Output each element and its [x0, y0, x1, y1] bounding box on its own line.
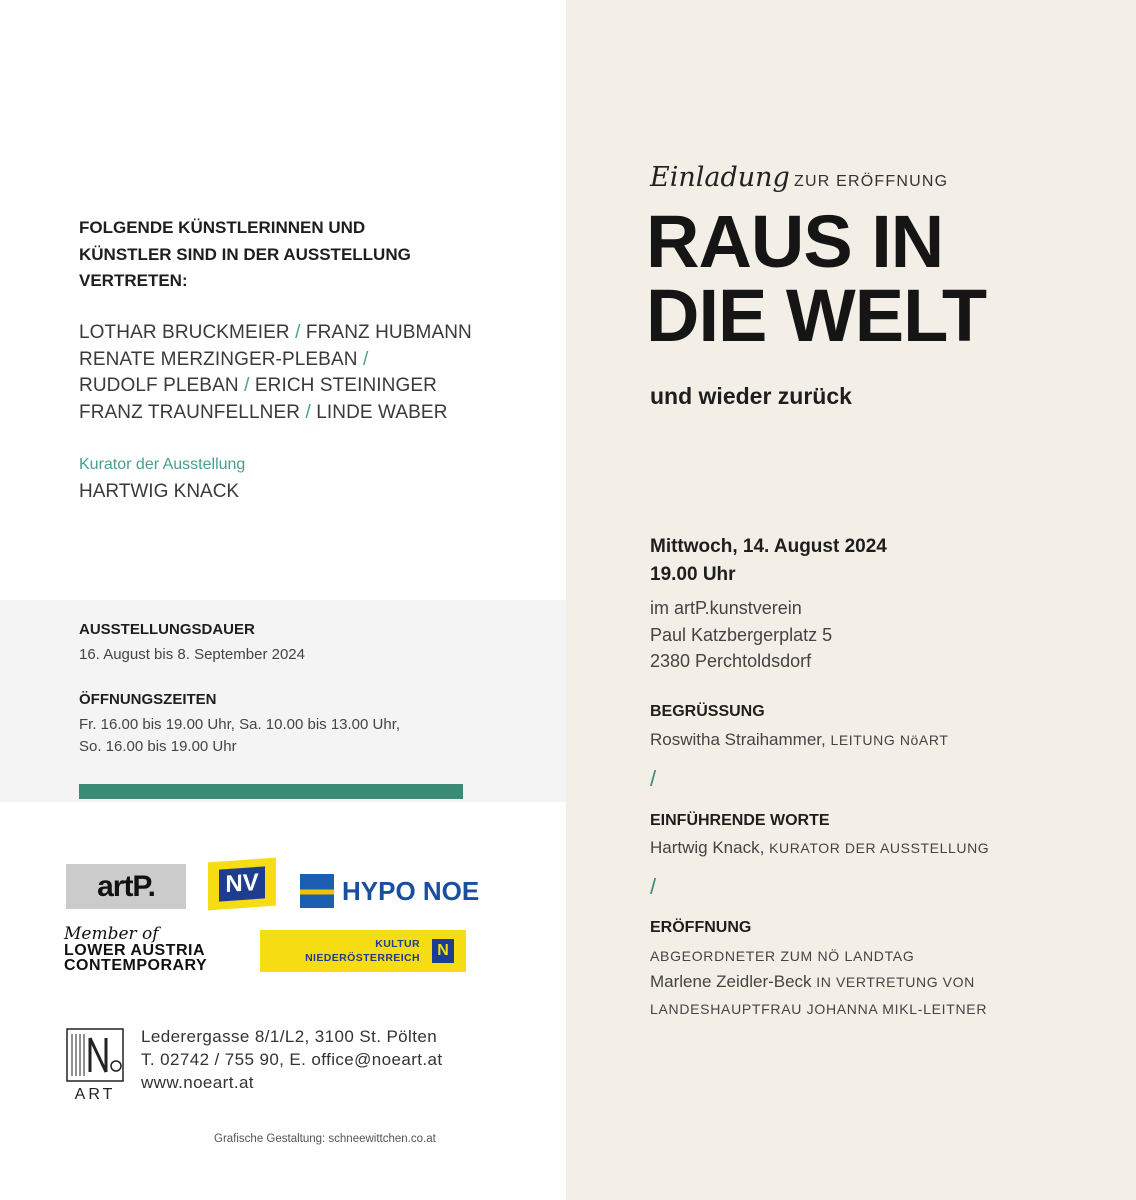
artists-heading-line: KÜNSTLER SIND IN DER AUSSTELLUNG — [79, 244, 411, 264]
title-line: DIE WELT — [646, 274, 987, 357]
nv-logo-text: NV — [219, 866, 264, 901]
artist-separator: / — [362, 348, 369, 370]
lower-austria-contemporary-logo — [64, 926, 254, 973]
noeart-logo — [66, 1028, 124, 1102]
venue-line: 2380 Perchtoldsdorf — [650, 651, 812, 671]
accent-bar — [79, 784, 463, 799]
artist-name: LINDE WABER — [316, 401, 448, 423]
lac-line: CONTEMPORARY — [64, 957, 208, 974]
hypo-logo-text: HYPO NOE — [342, 875, 480, 906]
duration-heading: AUSSTELLUNGSDAUER — [79, 621, 255, 638]
artist-name: RENATE MERZINGER-PLEBAN — [79, 348, 358, 370]
hours-heading: ÖFFNUNGSZEITEN — [79, 691, 217, 708]
invite-script: Einladung — [650, 162, 790, 193]
venue-line: im artP.kunstverein — [650, 598, 802, 618]
speaker-role: KURATOR DER AUSSTELLUNG — [769, 840, 990, 856]
noeart-label: ART — [74, 1086, 116, 1102]
left-panel — [0, 0, 566, 1200]
section-separator: / — [650, 874, 657, 899]
hours-line: So. 16.00 bis 19.00 Uhr — [79, 738, 237, 755]
address-block — [141, 1025, 443, 1094]
artist-list — [79, 320, 539, 426]
artist-separator: / — [305, 401, 311, 423]
greeting-speaker — [650, 730, 948, 750]
event-date: Mittwoch, 14. August 2024 — [650, 536, 887, 557]
hours-line: Fr. 16.00 bis 19.00 Uhr, Sa. 10.00 bis 13.00 Uhr, — [79, 716, 401, 733]
opening-speaker — [650, 972, 975, 992]
hypo-wave-icon — [300, 874, 334, 908]
event-datetime — [650, 533, 887, 589]
address-line: T. 02742 / 755 90, E. office@noeart.at — [141, 1050, 443, 1069]
address-line: Lederergasse 8/1/L2, 3100 St. Pölten — [141, 1027, 438, 1046]
artist-name: FRANZ HUBMANN — [305, 322, 472, 343]
opening-heading: ERÖFFNUNG — [650, 919, 752, 936]
lac-line: LOWER AUSTRIA — [64, 942, 206, 959]
artist-row — [79, 373, 539, 400]
kultur-n-icon: N — [432, 939, 454, 963]
intro-speaker — [650, 838, 989, 858]
artist-name: LOTHAR BRUCKMEIER — [79, 322, 290, 343]
speaker-role: LEITUNG NöART — [830, 732, 949, 748]
opening-line: ABGEORDNETER ZUM NÖ LANDTAG — [650, 948, 915, 964]
kultur-niederoesterreich-logo — [260, 930, 466, 972]
artist-row — [79, 320, 539, 347]
opening-line: LANDESHAUPTFRAU JOHANNA MIKL-LEITNER — [650, 1001, 988, 1017]
title-line: RAUS IN — [646, 200, 944, 283]
curator-name: HARTWIG KNACK — [79, 481, 240, 502]
venue — [650, 595, 832, 675]
hypo-noe-logo — [300, 872, 479, 910]
lac-member-text: Member of — [64, 924, 159, 944]
artists-heading-line: VERTRETEN: — [79, 271, 188, 290]
artist-separator: / — [244, 375, 250, 396]
venue-line: Paul Katzbergerplatz 5 — [650, 624, 833, 645]
invite-caps: ZUR ERÖFFNUNG — [794, 173, 949, 190]
duration-text: 16. August bis 8. September 2024 — [79, 646, 305, 663]
speaker-name: Roswitha Straihammer, — [650, 730, 826, 749]
event-time: 19.00 Uhr — [650, 564, 736, 585]
artist-name: FRANZ TRAUNFELLNER — [79, 401, 301, 423]
event-title — [646, 200, 987, 357]
artist-separator: / — [295, 322, 301, 343]
website-link[interactable]: www.noeart.at — [141, 1073, 254, 1092]
artist-row — [79, 400, 539, 427]
design-credit: Grafische Gestaltung: schneewittchen.co.at — [214, 1133, 436, 1145]
curator-label: Kurator der Ausstellung — [79, 456, 246, 473]
greeting-heading: BEGRÜSSUNG — [650, 703, 765, 720]
nv-logo — [208, 858, 276, 911]
speaker-name: Marlene Zeidler-Beck — [650, 972, 812, 991]
artist-name: RUDOLF PLEBAN — [79, 375, 239, 396]
artist-name: ERICH STEININGER — [254, 375, 437, 396]
section-separator: / — [650, 766, 657, 791]
event-subtitle: und wieder zurück — [650, 383, 852, 409]
speaker-role: IN VERTRETUNG VON — [816, 974, 975, 990]
intro-heading: EINFÜHRENDE WORTE — [650, 812, 830, 829]
artists-heading — [79, 215, 519, 295]
artp-logo: artP. — [66, 864, 186, 909]
artists-heading-line: FOLGENDE KÜNSTLERINNEN UND — [79, 218, 366, 237]
artist-row — [79, 347, 539, 374]
kultur-line: NIEDERÖSTERREICH — [305, 952, 420, 964]
kultur-text — [305, 937, 420, 965]
speaker-name: Hartwig Knack, — [650, 838, 765, 857]
kultur-line: KULTUR — [375, 938, 420, 950]
